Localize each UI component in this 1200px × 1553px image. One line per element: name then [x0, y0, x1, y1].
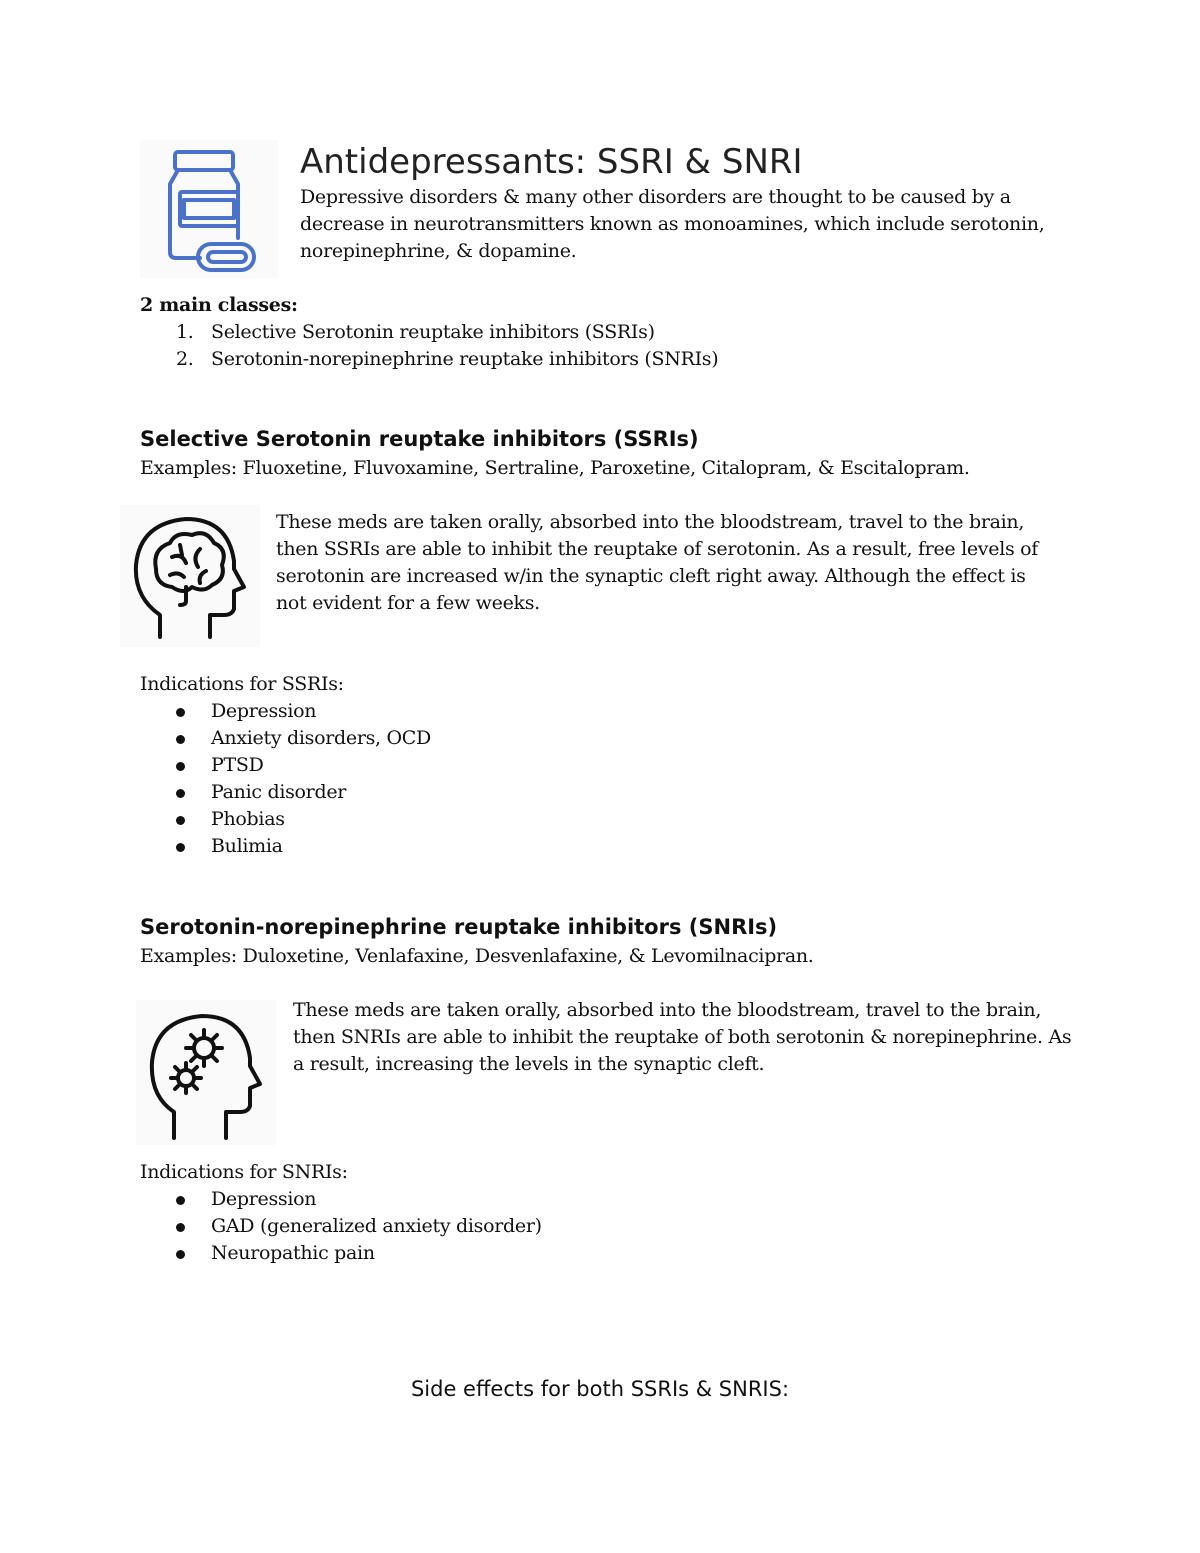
list-number: 1. — [176, 321, 194, 343]
classes-heading: 2 main classes: — [140, 294, 298, 316]
bullet-icon — [176, 762, 185, 771]
list-item — [140, 346, 718, 373]
list-item-label: GAD (generalized anxiety disorder) — [211, 1215, 542, 1237]
snri-section-heading: Serotonin-norepinephrine reuptake inhibitors (SNRIs) — [140, 915, 778, 939]
classes-list — [140, 319, 718, 373]
list-item-label: PTSD — [211, 754, 264, 776]
list-item — [140, 806, 431, 833]
bullet-icon — [176, 843, 185, 852]
ssri-indications-list — [140, 698, 431, 860]
list-item — [140, 1213, 542, 1240]
ssri-indications-label: Indications for SSRIs: — [140, 673, 344, 695]
list-item-label: Bulimia — [211, 835, 283, 857]
list-item — [140, 833, 431, 860]
bullet-icon — [176, 816, 185, 825]
list-item — [140, 725, 431, 752]
list-item — [140, 779, 431, 806]
list-item — [140, 752, 431, 779]
list-item-label: Depression — [211, 700, 317, 722]
ssri-section-heading: Selective Serotonin reuptake inhibitors (SSRIs) — [140, 427, 699, 451]
bullet-icon — [176, 735, 185, 744]
brain-head-icon — [120, 505, 260, 647]
list-number: 2. — [176, 348, 194, 370]
gears-head-icon — [136, 1000, 276, 1145]
snri-indications-list — [140, 1186, 542, 1267]
pill-bottle-icon — [140, 140, 278, 278]
side-effects-heading: Side effects for both SSRIs & SNRIS: — [410, 1377, 790, 1401]
list-item-label: Serotonin-norepinephrine reuptake inhibitors (SNRIs) — [211, 348, 719, 370]
list-item-label: Selective Serotonin reuptake inhibitors (SSRIs) — [211, 321, 655, 343]
page-title: Antidepressants: SSRI & SNRI — [300, 142, 803, 182]
snri-examples: Examples: Duloxetine, Venlafaxine, Desvenlafaxine, & Levomilnacipran. — [140, 945, 814, 967]
bullet-icon — [176, 1250, 185, 1259]
bullet-icon — [176, 708, 185, 717]
list-item-label: Anxiety disorders, OCD — [211, 727, 431, 749]
list-item — [140, 1186, 542, 1213]
intro-paragraph: Depressive disorders & many other disorders are thought to be caused by a decrease in neurotransmitters known as monoamines, which include serotonin, norepinephrine, & dopamine. — [300, 186, 1045, 262]
list-item — [140, 319, 718, 346]
bullet-icon — [176, 1223, 185, 1232]
list-item-label: Depression — [211, 1188, 317, 1210]
list-item-label: Phobias — [211, 808, 285, 830]
list-item — [140, 1240, 542, 1267]
list-item — [140, 698, 431, 725]
snri-indications-label: Indications for SNRIs: — [140, 1161, 348, 1183]
bullet-icon — [176, 1196, 185, 1205]
ssri-description: These meds are taken orally, absorbed into the bloodstream, travel to the brain, then SSRIs are able to inhibit the reuptake of serotonin. As a result, free levels of serotonin are increased w/in the synaptic cleft right away. Although the effect is not evident for a few weeks. — [276, 511, 1039, 614]
snri-description: These meds are taken orally, absorbed into the bloodstream, travel to the brain, then SNRIs are able to inhibit the reuptake of both serotonin & norepinephrine. As a result, increasing the levels in the synaptic cleft. — [293, 999, 1072, 1075]
bullet-icon — [176, 789, 185, 798]
list-item-label: Neuropathic pain — [211, 1242, 375, 1264]
list-item-label: Panic disorder — [211, 781, 347, 803]
ssri-examples: Examples: Fluoxetine, Fluvoxamine, Sertraline, Paroxetine, Citalopram, & Escitalopram. — [140, 457, 970, 479]
